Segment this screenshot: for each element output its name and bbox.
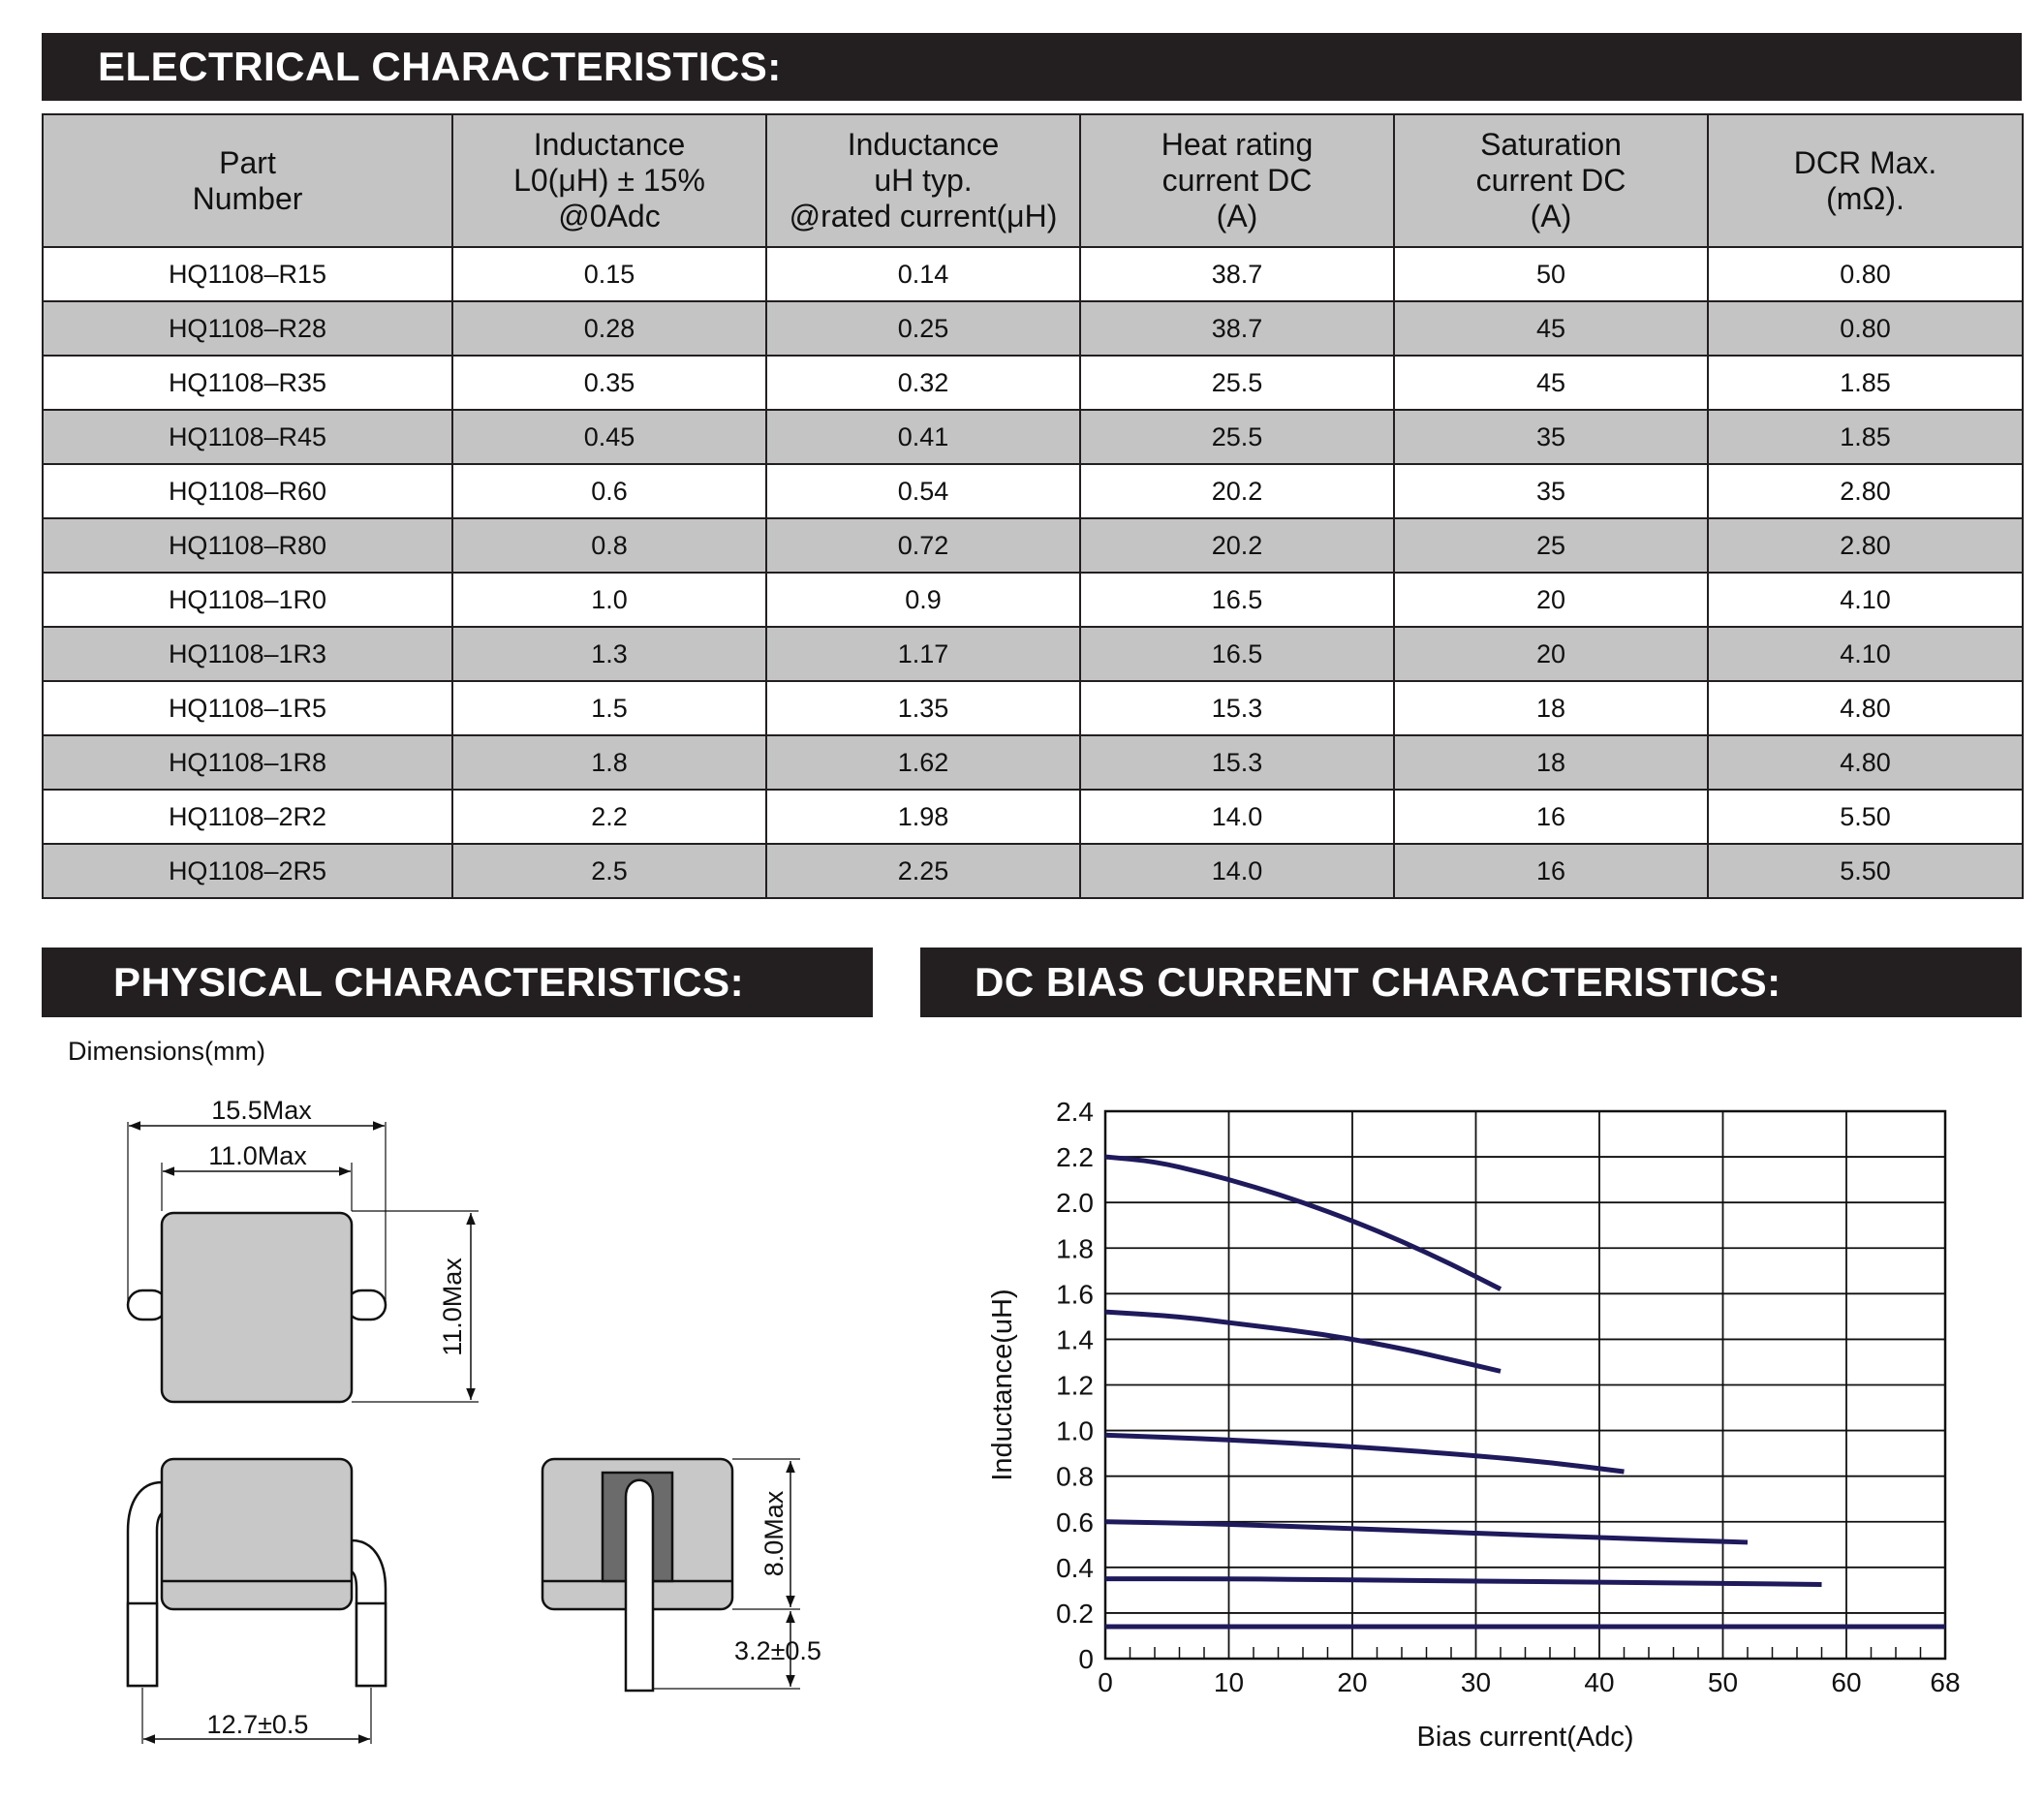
cell-inductance-l0: 1.5 bbox=[452, 681, 766, 735]
cell-heat-rating-current: 38.7 bbox=[1080, 301, 1394, 356]
cell-inductance-typ: 2.25 bbox=[766, 844, 1080, 898]
header-line: (A) bbox=[1216, 199, 1258, 233]
header-line: Inductance bbox=[847, 127, 1000, 162]
table-row bbox=[43, 735, 2023, 790]
cell-inductance-typ: 0.14 bbox=[766, 247, 1080, 301]
x-tick-label: 30 bbox=[1460, 1667, 1492, 1697]
header-line: (mΩ). bbox=[1826, 180, 1905, 216]
table-row bbox=[43, 573, 2023, 627]
dim-15-5-label: 15.5Max bbox=[211, 1096, 312, 1125]
cell-inductance-l0: 0.45 bbox=[452, 410, 766, 464]
cell-dcr-max: 5.50 bbox=[1708, 790, 2023, 844]
physical-dimensions-drawing bbox=[0, 1017, 877, 1773]
cell-heat-rating-current: 16.5 bbox=[1080, 573, 1394, 627]
dc-bias-chart bbox=[969, 1085, 1996, 1773]
header-line: @rated current(μH) bbox=[789, 199, 1058, 233]
cell-part-number: HQ1108–R28 bbox=[43, 301, 452, 356]
header-line: @0Adc bbox=[558, 199, 661, 233]
header-dcr-max bbox=[1708, 114, 2023, 247]
y-axis-label: Inductance(uH) bbox=[987, 1289, 1018, 1481]
cell-part-number: HQ1108–2R5 bbox=[43, 844, 452, 898]
cell-dcr-max: 4.10 bbox=[1708, 627, 2023, 681]
cell-saturation-current: 35 bbox=[1394, 410, 1708, 464]
cell-heat-rating-current: 25.5 bbox=[1080, 410, 1394, 464]
cell-inductance-typ: 0.54 bbox=[766, 464, 1080, 518]
cell-saturation-current: 16 bbox=[1394, 790, 1708, 844]
dim-12-7-label: 12.7±0.5 bbox=[206, 1710, 309, 1739]
table-row bbox=[43, 247, 2023, 301]
cell-heat-rating-current: 15.3 bbox=[1080, 735, 1394, 790]
cell-inductance-l0: 1.0 bbox=[452, 573, 766, 627]
cell-inductance-typ: 0.32 bbox=[766, 356, 1080, 410]
cell-dcr-max: 2.80 bbox=[1708, 518, 2023, 573]
front-view bbox=[128, 1459, 386, 1744]
cell-saturation-current: 45 bbox=[1394, 301, 1708, 356]
cell-dcr-max: 2.80 bbox=[1708, 464, 2023, 518]
table-row bbox=[43, 627, 2023, 681]
cell-heat-rating-current: 25.5 bbox=[1080, 356, 1394, 410]
header-line: Part bbox=[219, 144, 276, 180]
x-tick-label: 50 bbox=[1707, 1667, 1739, 1697]
y-tick-label: 2.0 bbox=[1056, 1188, 1094, 1219]
cell-part-number: HQ1108–1R0 bbox=[43, 573, 452, 627]
header-part-number bbox=[43, 114, 452, 247]
cell-saturation-current: 20 bbox=[1394, 573, 1708, 627]
x-tick-label: 0 bbox=[1098, 1667, 1113, 1697]
header-inductance-l0 bbox=[452, 114, 766, 247]
y-tick-label: 1.4 bbox=[1056, 1324, 1094, 1355]
table-row bbox=[43, 410, 2023, 464]
header-heat-rating-current bbox=[1080, 114, 1394, 247]
x-tick-label: 40 bbox=[1584, 1667, 1615, 1697]
cell-part-number: HQ1108–R35 bbox=[43, 356, 452, 410]
cell-heat-rating-current: 38.7 bbox=[1080, 247, 1394, 301]
dimensions-label: Dimensions(mm) bbox=[68, 1037, 266, 1066]
x-tick-label: 10 bbox=[1213, 1667, 1245, 1697]
header-line: current DC bbox=[1161, 163, 1313, 198]
table-header-row bbox=[43, 114, 2023, 247]
table-row bbox=[43, 518, 2023, 573]
front-view-lead-lower-right bbox=[356, 1603, 386, 1686]
y-tick-label: 0.8 bbox=[1056, 1461, 1094, 1492]
cell-inductance-l0: 0.8 bbox=[452, 518, 766, 573]
front-view-lead-lower-left bbox=[128, 1603, 157, 1686]
cell-saturation-current: 35 bbox=[1394, 464, 1708, 518]
y-tick-label: 2.2 bbox=[1056, 1142, 1094, 1173]
header-inductance-typ bbox=[766, 114, 1080, 247]
header-line: DCR Max. bbox=[1793, 144, 1937, 180]
cell-part-number: HQ1108–1R5 bbox=[43, 681, 452, 735]
dc-bias-section-title: DC BIAS CURRENT CHARACTERISTICS: bbox=[920, 948, 2022, 1017]
cell-saturation-current: 20 bbox=[1394, 627, 1708, 681]
electrical-characteristics-table bbox=[42, 113, 2024, 899]
cell-part-number: HQ1108–R80 bbox=[43, 518, 452, 573]
dim-11-0-width-label: 11.0Max bbox=[208, 1141, 307, 1170]
header-line: Heat rating bbox=[1161, 127, 1314, 162]
table-row bbox=[43, 681, 2023, 735]
side-view-lead bbox=[626, 1480, 653, 1691]
cell-inductance-l0: 0.35 bbox=[452, 356, 766, 410]
cell-heat-rating-current: 15.3 bbox=[1080, 681, 1394, 735]
header-line: (A) bbox=[1530, 199, 1572, 233]
cell-dcr-max: 1.85 bbox=[1708, 356, 2023, 410]
cell-saturation-current: 18 bbox=[1394, 735, 1708, 790]
cell-inductance-l0: 1.3 bbox=[452, 627, 766, 681]
dim-3-2-label: 3.2±0.5 bbox=[734, 1636, 821, 1665]
cell-inductance-l0: 2.2 bbox=[452, 790, 766, 844]
cell-part-number: HQ1108–1R8 bbox=[43, 735, 452, 790]
cell-saturation-current: 18 bbox=[1394, 681, 1708, 735]
cell-inductance-typ: 1.62 bbox=[766, 735, 1080, 790]
cell-heat-rating-current: 20.2 bbox=[1080, 464, 1394, 518]
cell-dcr-max: 1.85 bbox=[1708, 410, 2023, 464]
y-tick-label: 1.2 bbox=[1056, 1370, 1094, 1401]
x-tick-label: 60 bbox=[1831, 1667, 1862, 1697]
y-tick-label: 0.2 bbox=[1056, 1598, 1094, 1629]
cell-inductance-l0: 0.15 bbox=[452, 247, 766, 301]
y-tick-label: 1.8 bbox=[1056, 1233, 1094, 1264]
cell-saturation-current: 25 bbox=[1394, 518, 1708, 573]
cell-inductance-l0: 0.6 bbox=[452, 464, 766, 518]
electrical-section-title: ELECTRICAL CHARACTERISTICS: bbox=[42, 33, 2022, 101]
cell-saturation-current: 45 bbox=[1394, 356, 1708, 410]
header-line: current DC bbox=[1475, 163, 1626, 198]
cell-dcr-max: 4.80 bbox=[1708, 735, 2023, 790]
y-tick-label: 0.6 bbox=[1056, 1507, 1094, 1538]
table-row bbox=[43, 301, 2023, 356]
x-axis-label: Bias current(Adc) bbox=[1416, 1722, 1634, 1753]
cell-inductance-l0: 2.5 bbox=[452, 844, 766, 898]
y-tick-label: 1.6 bbox=[1056, 1279, 1094, 1310]
header-line: Number bbox=[192, 180, 303, 216]
cell-inductance-typ: 0.9 bbox=[766, 573, 1080, 627]
cell-part-number: HQ1108–1R3 bbox=[43, 627, 452, 681]
cell-saturation-current: 50 bbox=[1394, 247, 1708, 301]
cell-inductance-typ: 0.72 bbox=[766, 518, 1080, 573]
cell-part-number: HQ1108–R15 bbox=[43, 247, 452, 301]
y-tick-label: 0 bbox=[1078, 1644, 1094, 1674]
cell-heat-rating-current: 14.0 bbox=[1080, 844, 1394, 898]
y-tick-label: 2.4 bbox=[1056, 1097, 1094, 1127]
y-tick-label: 1.0 bbox=[1056, 1415, 1094, 1446]
top-view-body bbox=[162, 1213, 352, 1402]
y-tick-label: 0.4 bbox=[1056, 1552, 1094, 1583]
cell-inductance-typ: 0.41 bbox=[766, 410, 1080, 464]
header-saturation-current bbox=[1394, 114, 1708, 247]
cell-part-number: HQ1108–R60 bbox=[43, 464, 452, 518]
cell-saturation-current: 16 bbox=[1394, 844, 1708, 898]
cell-heat-rating-current: 20.2 bbox=[1080, 518, 1394, 573]
cell-heat-rating-current: 16.5 bbox=[1080, 627, 1394, 681]
cell-inductance-l0: 0.28 bbox=[452, 301, 766, 356]
header-line: uH typ. bbox=[874, 163, 973, 198]
physical-section-title: PHYSICAL CHARACTERISTICS: bbox=[42, 948, 873, 1017]
cell-part-number: HQ1108–2R2 bbox=[43, 790, 452, 844]
cell-dcr-max: 4.80 bbox=[1708, 681, 2023, 735]
cell-heat-rating-current: 14.0 bbox=[1080, 790, 1394, 844]
cell-inductance-typ: 1.17 bbox=[766, 627, 1080, 681]
x-tick-label: 68 bbox=[1930, 1667, 1961, 1697]
header-line: L0(μH) ± 15% bbox=[513, 163, 705, 198]
front-view-body bbox=[162, 1459, 352, 1609]
dim-11-0-height-label: 11.0Max bbox=[438, 1258, 467, 1356]
cell-inductance-typ: 0.25 bbox=[766, 301, 1080, 356]
table-row bbox=[43, 844, 2023, 898]
cell-inductance-typ: 1.98 bbox=[766, 790, 1080, 844]
header-line: Inductance bbox=[533, 127, 686, 162]
dim-8-0-label: 8.0Max bbox=[759, 1490, 789, 1577]
x-tick-label: 20 bbox=[1337, 1667, 1368, 1697]
cell-dcr-max: 4.10 bbox=[1708, 573, 2023, 627]
cell-part-number: HQ1108–R45 bbox=[43, 410, 452, 464]
cell-dcr-max: 5.50 bbox=[1708, 844, 2023, 898]
cell-inductance-l0: 1.8 bbox=[452, 735, 766, 790]
cell-dcr-max: 0.80 bbox=[1708, 247, 2023, 301]
cell-inductance-typ: 1.35 bbox=[766, 681, 1080, 735]
table-row bbox=[43, 464, 2023, 518]
table-row bbox=[43, 790, 2023, 844]
table-row bbox=[43, 356, 2023, 410]
cell-dcr-max: 0.80 bbox=[1708, 301, 2023, 356]
header-line: Saturation bbox=[1480, 127, 1622, 162]
